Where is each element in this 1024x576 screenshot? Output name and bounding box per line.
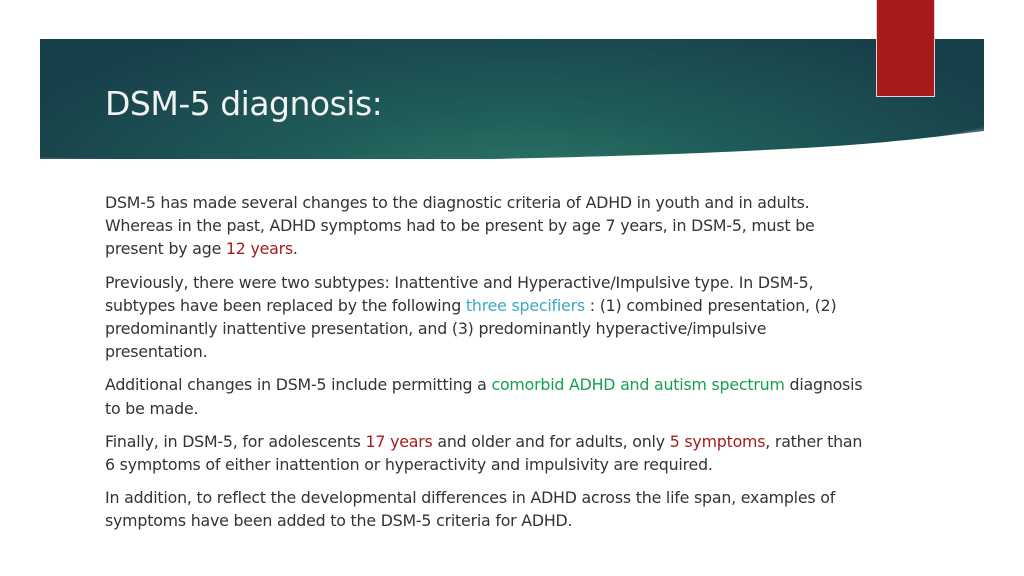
body-paragraph	[105, 486, 865, 532]
highlighted-text: 17 years	[365, 431, 433, 451]
body-paragraph	[105, 430, 865, 476]
body-paragraph	[105, 271, 865, 364]
paragraph-text: .	[292, 239, 298, 259]
highlighted-text: 12 years	[225, 239, 293, 259]
slide-title: DSM-5 diagnosis:	[105, 84, 383, 123]
slide-body	[105, 191, 865, 543]
paragraph-text: Additional changes in DSM-5 include permitting a	[105, 375, 492, 395]
highlighted-text: 5 symptoms	[669, 431, 766, 451]
paragraph-text: Previously, there were two subtypes: Inattentive and Hyperactive/Impulsive type. In DSM-5, subtypes have been replaced by the following	[105, 272, 814, 315]
body-paragraph	[105, 373, 865, 419]
paragraph-text: diagnosis to be made.	[105, 375, 863, 418]
highlighted-text: comorbid ADHD and autism spectrum	[491, 375, 785, 395]
body-paragraph	[105, 191, 865, 261]
paragraph-text: Finally, in DSM-5, for adolescents	[105, 431, 366, 451]
paragraph-text: and older and for adults, only	[432, 431, 670, 451]
highlighted-text: three specifiers	[465, 295, 585, 315]
accent-tab	[877, 0, 934, 96]
paragraph-text: : (1) combined presentation, (2) predominantly inattentive presentation, and (3) predominantly hyperactive/impulsive presentation.	[105, 295, 837, 362]
paragraph-text: , rather than 6 symptoms of either inattention or hyperactivity and impulsivity are required.	[105, 431, 863, 475]
paragraph-text: In addition, to reflect the developmental differences in ADHD across the life span, examples of symptoms have been added to the DSM-5 criteria for ADHD.	[105, 488, 836, 531]
paragraph-text: DSM-5 has made several changes to the diagnostic criteria of ADHD in youth and in adults. Whereas in the past, ADHD symptoms had to be present by age 7 years, in DSM-5, must be present by age	[105, 193, 815, 259]
